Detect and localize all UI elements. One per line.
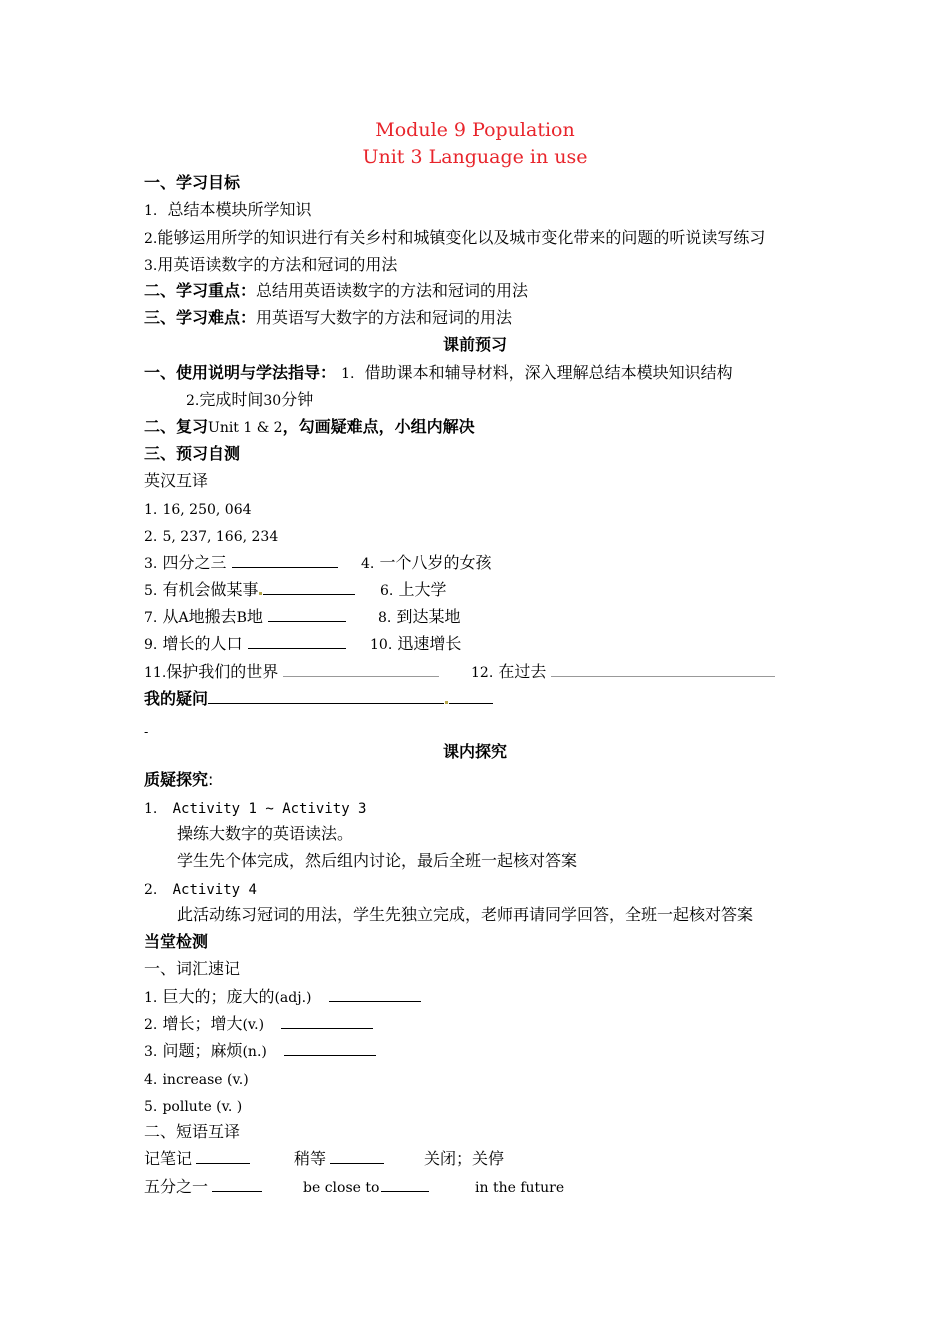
activity-text: 学生先个体完成，然后组内讨论，最后全班一起核对答案 xyxy=(177,851,578,870)
unit-title: Unit 3 Language in use xyxy=(362,146,588,168)
answer-blank[interactable] xyxy=(329,987,421,1002)
answer-blank[interactable] xyxy=(232,553,338,568)
module-title: Module 9 Population xyxy=(375,119,575,141)
question-row: 5. 有机会做某事 xyxy=(144,580,355,601)
question-item: 6. 上大学 xyxy=(380,580,447,599)
answer-blank[interactable] xyxy=(196,1149,250,1164)
translate-heading: 英汉互译 xyxy=(144,471,209,490)
answer-blank[interactable] xyxy=(381,1177,429,1192)
question-blank[interactable] xyxy=(449,689,493,704)
vocab-item: 2. 增长；增大(v.) xyxy=(144,1014,373,1035)
vocab-item: 5. pollute (v. ) xyxy=(144,1099,243,1115)
vocab-heading: 一、词汇速记 xyxy=(144,959,241,978)
goal-item: 3.用英语读数字的方法和冠词的用法 xyxy=(144,255,398,274)
answer-blank[interactable] xyxy=(283,662,439,677)
phrase-item: 稍等 xyxy=(294,1149,384,1169)
key-point: 二、学习重点：总结用英语读数字的方法和冠词的用法 xyxy=(144,281,529,300)
question-row: 9. 增长的人口 xyxy=(144,634,346,655)
review-line: 二、复习Unit 1 & 2，勾画疑难点，小组内解决 xyxy=(144,417,475,436)
goals-heading: 一、学习目标 xyxy=(144,173,241,192)
activity-text: 此活动练习冠词的用法，学生先独立完成，老师再请同学回答，全班一起核对答案 xyxy=(177,905,754,924)
question-item: 10. 迅速增长 xyxy=(370,634,462,653)
goal-item: 2.能够运用所学的知识进行有关乡村和城镇变化以及城市变化带来的问题的听说读写练习 xyxy=(144,228,766,247)
question-blank[interactable] xyxy=(208,689,444,704)
guide-line-1: 一、使用说明与学法指导： 1. 借助课本和辅导材料，深入理解总结本模块知识结构 xyxy=(144,363,733,382)
stray-dot xyxy=(259,592,262,595)
selftest-heading: 三、预习自测 xyxy=(144,444,241,463)
question-item: 1. 16, 250, 064 xyxy=(144,502,252,518)
phrase-item: 记笔记 xyxy=(144,1149,250,1169)
check-heading: 当堂检测 xyxy=(144,932,209,951)
vocab-item: 3. 问题；麻烦(n.) xyxy=(144,1041,376,1062)
question-row: 12. 在过去 xyxy=(471,662,775,683)
answer-blank[interactable] xyxy=(268,607,346,622)
vocab-item: 4. increase (v.) xyxy=(144,1072,249,1088)
difficulty: 三、学习难点：用英语写大数字的方法和冠词的用法 xyxy=(144,308,513,327)
phrase-item: be close to xyxy=(303,1177,429,1198)
question-row: 11.保护我们的世界 xyxy=(144,662,439,683)
guide-line-2: 2.完成时间30分钟 xyxy=(186,390,314,409)
activity-item: 2. Activity 4 xyxy=(144,882,257,898)
stray-mark: - xyxy=(144,725,149,739)
question-row: 3. 四分之三 xyxy=(144,553,338,574)
question-item: 8. 到达某地 xyxy=(378,607,461,626)
activity-item: 1. Activity 1 ~ Activity 3 xyxy=(144,801,367,817)
inclass-heading: 课内探究 xyxy=(442,742,507,761)
stray-dot xyxy=(445,701,448,704)
vocab-item: 1. 巨大的；庞大的(adj.) xyxy=(144,987,421,1008)
activity-text: 操练大数字的英语读法。 xyxy=(177,824,354,843)
phrase-heading: 二、短语互译 xyxy=(144,1122,241,1141)
answer-blank[interactable] xyxy=(330,1149,384,1164)
question-item: 4. 一个八岁的女孩 xyxy=(361,553,492,572)
answer-blank[interactable] xyxy=(263,580,355,595)
question-item: 2. 5, 237, 166, 234 xyxy=(144,529,279,545)
question-row: 7. 从A地搬去B地 xyxy=(144,607,346,628)
answer-blank[interactable] xyxy=(551,662,775,677)
answer-blank[interactable] xyxy=(248,634,346,649)
answer-blank[interactable] xyxy=(281,1014,373,1029)
goal-item: 1. 总结本模块所学知识 xyxy=(144,200,312,219)
answer-blank[interactable] xyxy=(212,1177,262,1192)
phrase-item: 五分之一 xyxy=(144,1177,262,1197)
preview-heading: 课前预习 xyxy=(442,335,507,354)
answer-blank[interactable] xyxy=(284,1041,376,1056)
phrase-item: in the future xyxy=(475,1180,565,1196)
inquiry-heading: 质疑探究: xyxy=(144,770,214,789)
phrase-item: 关闭；关停 xyxy=(424,1149,505,1168)
my-question-row: 我的疑问 xyxy=(144,689,493,709)
